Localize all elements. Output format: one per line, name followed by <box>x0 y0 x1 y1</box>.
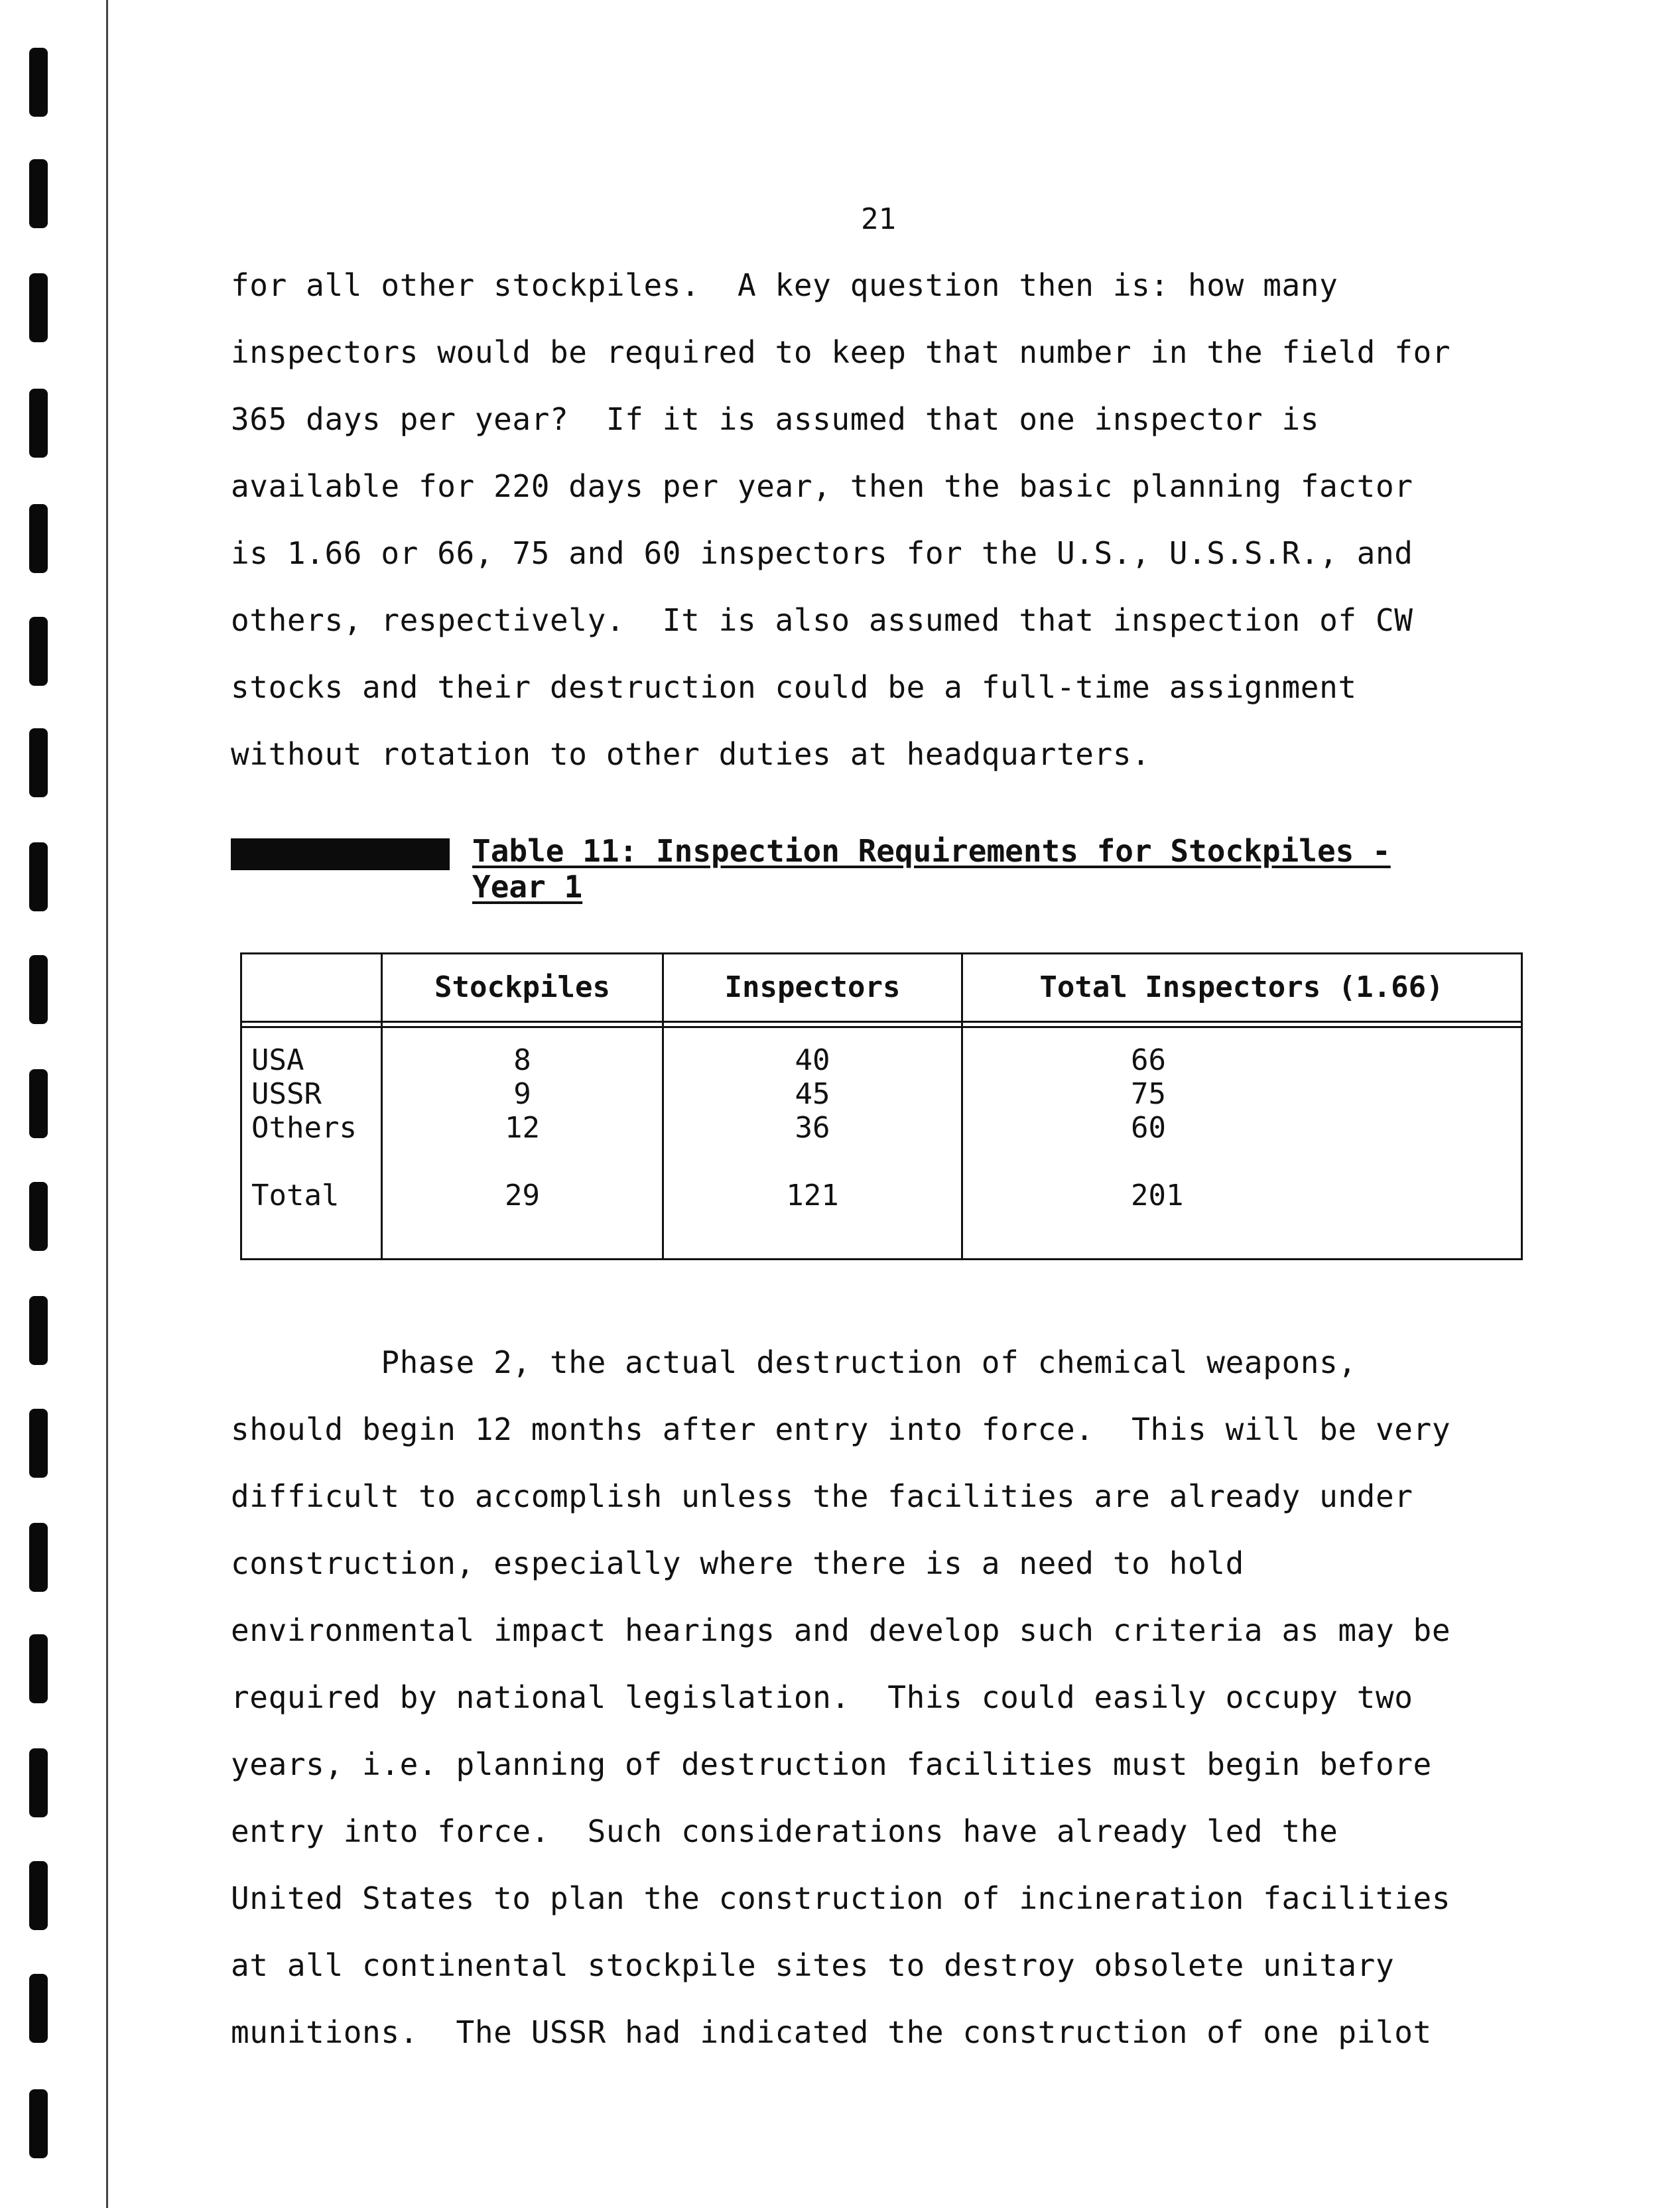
body-paragraph: Phase 2, the actual destruction of chemical weapons, should begin 12 months after entry into force. This will be very difficult to accomplish unless the facilities are already under construction, especially where there is a need to hold environmental impact hearings and develop such criteria as may be required by national legislation. This could easily occupy two years, i.e. planning of destruction facilities must begin before entry into force. Such considerations have already led the United States to plan the construction of incineration facilities at all continental stockpile sites to destroy obsolete unitary munitions. The USSR had indicated the construction of one pilot <box>231 1344 1451 2050</box>
binder-hole <box>29 1069 48 1138</box>
binder-hole <box>29 48 48 117</box>
row-label: Others <box>251 1111 357 1145</box>
inspection-table <box>240 952 1523 1260</box>
binder-hole <box>29 1182 48 1251</box>
binder-hole <box>29 728 48 797</box>
binder-hole <box>29 389 48 458</box>
row-label: USA <box>251 1043 304 1077</box>
cell-total-inspectors: 75 <box>1131 1077 1166 1111</box>
binder-hole <box>29 1974 48 2043</box>
column-header-stockpiles: Stockpiles <box>434 970 610 1004</box>
binder-hole <box>29 504 48 573</box>
row-label: USSR <box>251 1077 322 1111</box>
binder-hole <box>29 617 48 686</box>
body-paragraph: for all other stockpiles. A key question then is: how many inspectors would be required to keep that number in the field for 365 days per year? If it is assumed that one inspector is available for 220 days per year, then the basic planning factor is 1.66 or 66, 75 and 60 inspectors for the U.S., U.S.S.R., and others, respectively. It is also assumed that inspection of CW stocks and their destruction could be a full-time assignment without rotation to other duties at headquarters. <box>231 267 1451 772</box>
redaction-block <box>231 838 450 870</box>
binder-hole <box>29 842 48 911</box>
cell-inspectors: 45 <box>795 1077 830 1111</box>
cell-inspectors: 36 <box>795 1111 830 1145</box>
binder-hole <box>29 1634 48 1703</box>
row-label-total: Total <box>251 1179 340 1212</box>
page-number: 21 <box>861 202 896 236</box>
binder-hole <box>29 955 48 1024</box>
cell-stockpiles: 8 <box>513 1043 531 1077</box>
binder-hole <box>29 1409 48 1478</box>
binder-hole <box>29 159 48 228</box>
table-caption <box>472 833 1514 905</box>
binder-hole <box>29 2089 48 2158</box>
table-header-rule <box>242 1021 1521 1028</box>
cell-total-inspectors: 66 <box>1131 1043 1166 1077</box>
cell-stockpiles-total: 29 <box>505 1179 540 1212</box>
binder-hole <box>29 1296 48 1365</box>
cell-inspectors-total: 121 <box>786 1179 839 1212</box>
table-caption-line: Table 11: Inspection Requirements for Stockpiles - <box>472 833 1391 869</box>
cell-total-inspectors-total: 201 <box>1131 1179 1184 1212</box>
binder-hole <box>29 1748 48 1817</box>
binder-hole <box>29 1861 48 1930</box>
cell-total-inspectors: 60 <box>1131 1111 1166 1145</box>
binder-margin-line <box>106 0 108 2208</box>
cell-inspectors: 40 <box>795 1043 830 1077</box>
column-header-inspectors: Inspectors <box>724 970 901 1004</box>
binder-hole <box>29 1523 48 1592</box>
binder-hole <box>29 273 48 342</box>
cell-stockpiles: 9 <box>513 1077 531 1111</box>
table-caption-line: Year 1 <box>472 869 583 905</box>
cell-stockpiles: 12 <box>505 1111 540 1145</box>
column-header-total-inspectors: Total Inspectors (1.66) <box>1039 970 1444 1004</box>
